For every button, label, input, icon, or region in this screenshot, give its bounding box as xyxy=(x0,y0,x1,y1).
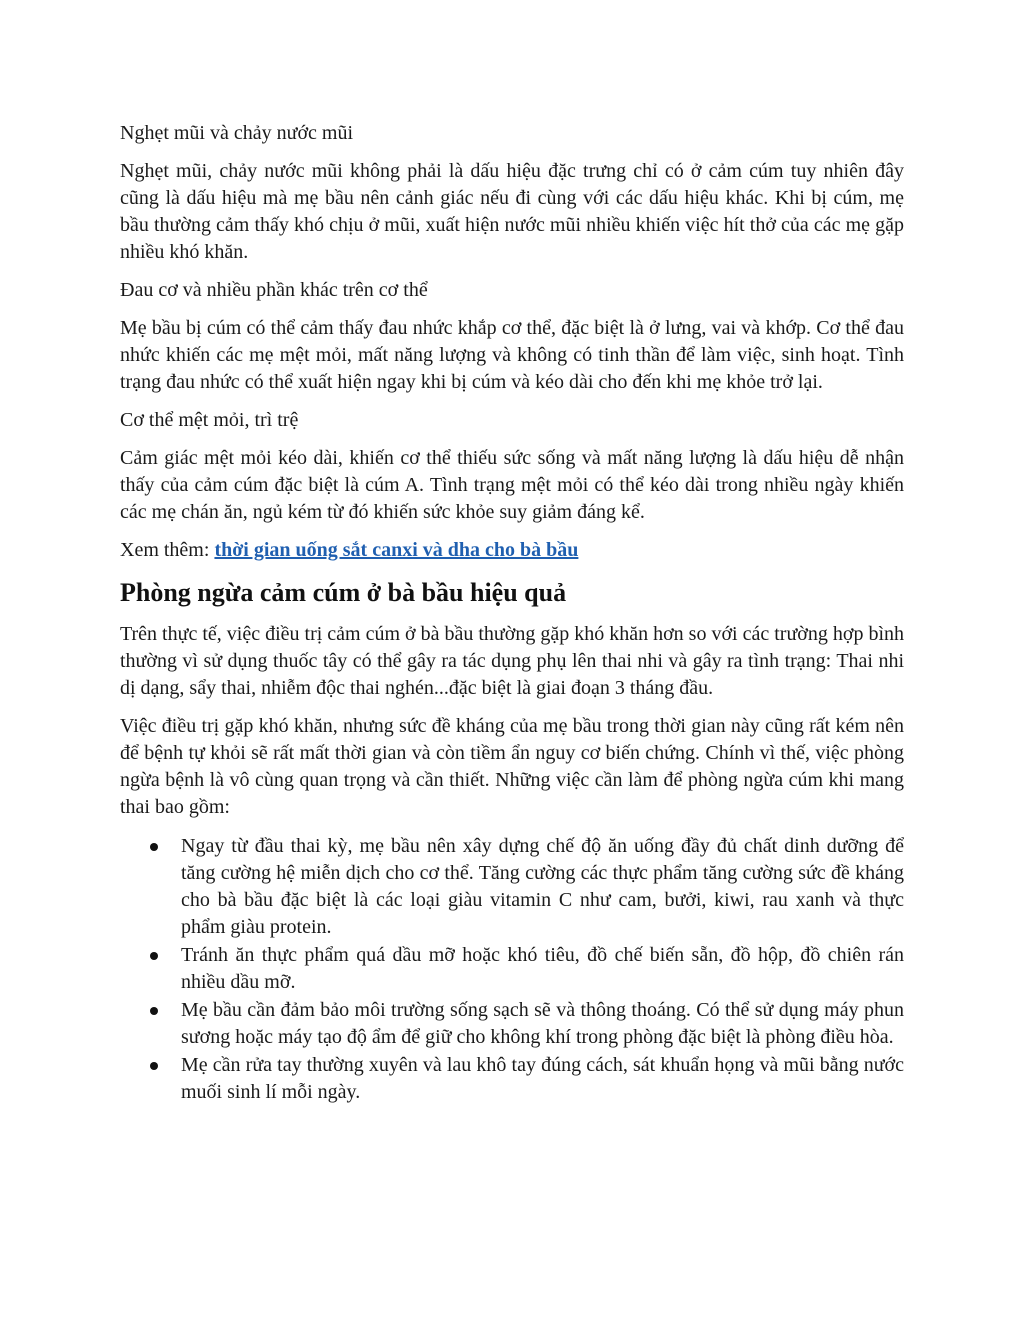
prevention-heading: Phòng ngừa cảm cúm ở bà bầu hiệu quả xyxy=(120,578,567,607)
section-title-muscle-pain: Đau cơ và nhiều phần khác trên cơ thể xyxy=(120,279,428,301)
list-item-text: Ngay từ đầu thai kỳ, mẹ bầu nên xây dựng chế độ ăn uống đầy đủ chất dinh dưỡng để tăng cường hệ miễn dịch cho cơ thể. Tăng cường các thực phẩm tăng cường sức đề kháng cho bà bầu đặc biệt là các loại giàu vitamin C như cam, bưởi, kiwi, rau xanh và thực phẩm giàu protein. xyxy=(181,835,904,938)
list-item xyxy=(120,1052,904,1106)
see-more-link[interactable]: thời gian uống sắt canxi và dha cho bà bầu xyxy=(214,539,579,561)
list-item xyxy=(120,833,904,941)
prevention-paragraph: Việc điều trị gặp khó khăn, nhưng sức đề kháng của mẹ bầu trong thời gian này cũng rất kém nên để bệnh tự khỏi sẽ rất mất thời gian và còn tiềm ẩn nguy cơ biến chứng. Chính vì thế, việc phòng ngừa bệnh là vô cùng quan trọng và cần thiết. Những việc cần làm để phòng ngừa cúm khi mang thai bao gồm: xyxy=(120,715,904,818)
section-body-fatigue: Cảm giác mệt mỏi kéo dài, khiến cơ thể thiếu sức sống và mất năng lượng là dấu hiệu dễ nhận thấy của cảm cúm đặc biệt là cúm A. Tình trạng mệt mỏi có thể kéo dài trong nhiều ngày khiến các mẹ chán ăn, ngủ kém từ đó khiến sức khỏe suy giảm đáng kể. xyxy=(120,447,904,523)
see-more-line xyxy=(120,537,904,564)
list-item-text: Tránh ăn thực phẩm quá dầu mỡ hoặc khó tiêu, đồ chế biến sẵn, đồ hộp, đồ chiên rán nhiều dầu mỡ. xyxy=(181,944,904,993)
section-body-muscle-pain: Mẹ bầu bị cúm có thể cảm thấy đau nhức khắp cơ thể, đặc biệt là ở lưng, vai và khớp. Cơ thể đau nhức khiến các mẹ mệt mỏi, mất năng lượng và không có tinh thần để làm việc, sinh hoạt. Tình trạng đau nhức có thể xuất hiện ngay khi bị cúm và kéo dài cho đến khi mẹ khỏe trở lại. xyxy=(120,317,904,393)
bullet-icon xyxy=(150,1007,158,1015)
prevention-list xyxy=(120,833,904,1106)
list-item-text: Mẹ bầu cần đảm bảo môi trường sống sạch sẽ và thông thoáng. Có thể sử dụng máy phun sương hoặc máy tạo độ ẩm để giữ cho không khí trong phòng đặc biệt là phòng điều hòa. xyxy=(181,999,904,1048)
section-title-fatigue: Cơ thể mệt mỏi, trì trệ xyxy=(120,409,299,431)
see-more-prefix: Xem thêm: xyxy=(120,539,215,561)
prevention-paragraph: Trên thực tế, việc điều trị cảm cúm ở bà bầu thường gặp khó khăn hơn so với các trường hợp bình thường vì sử dụng thuốc tây có thể gây ra tác dụng phụ lên thai nhi và gây ra tình trạng: Thai nhi dị dạng, sẩy thai, nhiễm độc thai nghén...đặc biệt là giai đoạn 3 tháng đầu. xyxy=(120,623,904,699)
section-title-nasal: Nghẹt mũi và chảy nước mũi xyxy=(120,122,354,144)
section-body-nasal: Nghẹt mũi, chảy nước mũi không phải là dấu hiệu đặc trưng chỉ có ở cảm cúm tuy nhiên đây cũng là dấu hiệu mà mẹ bầu nên cảnh giác nếu đi cùng với các dấu hiệu khác. Khi bị cúm, mẹ bầu thường cảm thấy khó chịu ở mũi, xuất hiện nước mũi nhiều khiến việc hít thở của các mẹ gặp nhiều khó khăn. xyxy=(120,160,904,263)
list-item-text: Mẹ cần rửa tay thường xuyên và lau khô tay đúng cách, sát khuẩn họng và mũi bằng nước muối sinh lí mỗi ngày. xyxy=(181,1054,904,1103)
bullet-icon xyxy=(150,952,158,960)
bullet-icon xyxy=(150,843,158,851)
list-item xyxy=(120,997,904,1051)
list-item xyxy=(120,942,904,996)
document-page xyxy=(120,120,904,1107)
bullet-icon xyxy=(150,1062,158,1070)
